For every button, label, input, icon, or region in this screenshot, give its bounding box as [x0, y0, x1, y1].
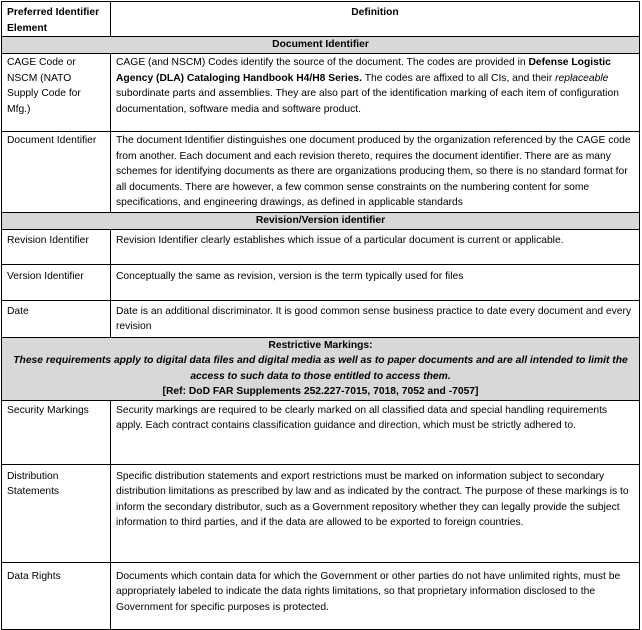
table-row-security [2, 400, 640, 464]
table-row-distribution [2, 464, 640, 562]
restrictive-note: These requirements apply to digital data files and digital media as well as to paper documents and are all intended to limit the access to such data to those entitled to access them. [13, 355, 628, 382]
definition-text: The codes are affixed to all CIs, and their [362, 72, 556, 84]
table-row-document-identifier [2, 132, 640, 213]
element-cell: Security Markings [2, 400, 111, 464]
table-row-date [2, 300, 640, 337]
element-cell: Date [2, 300, 111, 337]
section-title: Restrictive Markings: [268, 339, 373, 351]
element-cell: Revision Identifier [2, 229, 111, 264]
definition-cell: The document Identifier distinguishes one document produced by the organization referenced by the CAGE code from another. Each document and each revision thereto, requires the document identifier. There are as many schemes for identifying documents as there are organizations producing them, so there is no standard format for all documents. There are however, a few common sense constraints on the numbering content for some specifications, and engineering drawings, as defined in applicable standards [111, 132, 640, 213]
definition-cell: Date is an additional discriminator. It is good common sense business practice to date every document and every revision [111, 300, 640, 337]
table-row-cage [2, 54, 640, 132]
definition-cell: Specific distribution statements and export restrictions must be marked on information subject to secondary distribution limitations as prescribed by law and as indicated by the contract. The purpose of these markings is to inform the secondary distributor, such as a Government repository whether they can legally provide the subject information to third parties, and if the data are allowed to be exported to foreign countries. [111, 464, 640, 562]
restrictive-reference: [Ref: DoD FAR Supplements 252.227-7015, 7018, 7052 and -7057] [162, 386, 479, 397]
reference-text: Defense Logistic Agency (DLA) Cataloging Handbook H4/H8 Series. [116, 57, 611, 84]
section-revision-version [2, 212, 640, 229]
definition-text: subordinate parts and assemblies. They are also part of the identification marking of each item of configuration documentation, software media and software product. [116, 88, 619, 115]
section-document-identifier [2, 37, 640, 54]
definition-cell: Revision Identifier clearly establishes which issue of a particular document is current or applicable. [111, 229, 640, 264]
element-cell: CAGE Code or NSCM (NATO Supply Code for Mfg.) [2, 54, 111, 132]
element-cell: Document Identifier [2, 132, 111, 213]
definition-cell: Conceptually the same as revision, version is the term typically used for files [111, 264, 640, 300]
definition-cell [111, 54, 640, 132]
definition-cell: Security markings are required to be clearly marked on all classified data and special handling requirements apply. Each contract contains classification guidance and direction, which must be strictly adhered to. [111, 400, 640, 464]
emphasis-text: replaceable [555, 72, 609, 84]
element-cell: Version Identifier [2, 264, 111, 300]
element-cell: Data Rights [2, 562, 111, 629]
table-header-row [2, 2, 640, 37]
section-title: Document Identifier [2, 37, 640, 54]
definition-text: CAGE (and NSCM) Codes identify the source of the document. The codes are provided in [116, 57, 529, 68]
table-row-version [2, 264, 640, 300]
table-row-data-rights [2, 562, 640, 629]
element-cell: Distribution Statements [2, 464, 111, 562]
column-header-definition: Definition [111, 2, 640, 37]
section-restrictive-cell [2, 337, 640, 400]
section-restrictive-markings [2, 337, 640, 400]
section-title: Revision/Version identifier [2, 212, 640, 229]
definition-cell: Documents which contain data for which the Government or other parties do not have unlimited rights, must be appropriately labeled to indicate the data rights limitations, so that proprietary information disclosed to the Government for specific purposes is protected. [111, 562, 640, 629]
table-row-revision [2, 229, 640, 264]
column-header-element: Preferred Identifier Element [2, 2, 111, 37]
identifier-definition-table [1, 1, 640, 630]
